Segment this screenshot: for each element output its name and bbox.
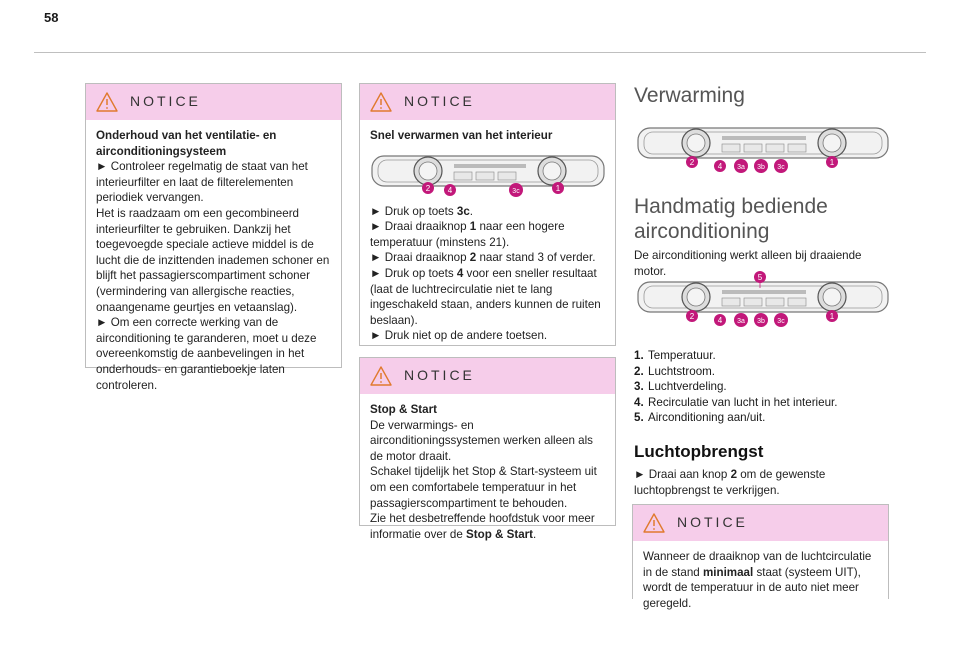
notice-heading: Snel verwarmen van het interieur <box>370 129 553 142</box>
notice-header <box>633 505 888 541</box>
notice-heading: Stop & Start <box>370 403 437 416</box>
header-rule <box>34 52 926 53</box>
list-item: 1. Temperatuur. <box>634 349 716 362</box>
callout-3b: 3b <box>757 164 765 171</box>
list-item: 4. Recirculatie van lucht in het interieur. <box>634 395 838 409</box>
warning-icon <box>370 366 392 386</box>
ac-panel-illustration <box>636 270 890 328</box>
ac-intro: De airconditioning werkt alleen bij draaiende motor. <box>634 249 862 278</box>
callout-1: 1 <box>829 158 835 167</box>
warning-icon <box>370 92 392 112</box>
callout-2: 2 <box>425 183 431 193</box>
notice-min-air <box>632 504 889 610</box>
notice-line: ► Om een correcte werking van de airconditioning te garanderen, moet u deze overeenkomstig de aanbevelingen in het onderhouds- en garantieboekje laten controleren. <box>96 316 317 392</box>
warning-icon <box>643 513 665 533</box>
heating-panel-illustration <box>636 122 890 174</box>
notice-title: NOTICE <box>404 93 475 109</box>
notice-step: ► Druk niet op de andere toetsen. <box>370 329 548 343</box>
notice-stop-start <box>359 357 616 541</box>
notice-line: Het is raadzaam om een gecombineerd interieurfilter te gebruiken. Dankzij het toegevoegde speciale actieve middel is de lucht die de inzittenden inademen schoner en blijft het passagierscompartiment schoner (vermindering van allergische reacties, onaangename geurtjes en vetaanslag). <box>96 206 330 314</box>
page-number: 58 <box>44 10 59 25</box>
notice-step: ► Draai draaiknop 1 naar een hogere temperatuur (minstens 21). <box>370 220 565 249</box>
notice-maintenance <box>85 83 342 392</box>
notice-header <box>360 84 615 120</box>
callout-2: 2 <box>689 312 695 321</box>
notice-line: De verwarmings- en airconditioningssystemen werken alleen als de motor draait. <box>370 418 593 463</box>
heading-manual-ac: Handmatig bediende airconditioning <box>634 195 828 243</box>
list-item: 5. Airconditioning aan/uit. <box>634 411 766 425</box>
notice-title: NOTICE <box>677 514 748 530</box>
callout-3a: 3a <box>737 164 745 171</box>
notice-step: ► Druk op toets 3c. <box>370 204 474 218</box>
callout-4: 4 <box>717 162 723 171</box>
callout-4: 4 <box>447 185 453 195</box>
notice-line: Wanneer de draaiknop van de luchtcirculatie in de stand minimaal staat (systeem UIT), wordt de temperatuur in de auto niet meer geregeld. <box>643 550 872 610</box>
notice-step: ► Draai draaiknop 2 naar stand 3 of verder. <box>370 251 596 265</box>
callout-3c: 3c <box>777 164 785 171</box>
notice-header <box>360 358 615 394</box>
callout-3b: 3b <box>757 318 765 325</box>
notice-heading: Onderhoud van het ventilatie- en airconditioningsysteem <box>96 129 277 158</box>
notice-header <box>86 84 341 120</box>
notice-line: Schakel tijdelijk het Stop & Start-systeem uit om een comfortabele temperatuur in het passagierscompartiment te behouden. <box>370 465 597 510</box>
callout-4: 4 <box>717 316 723 325</box>
callout-3a: 3a <box>737 318 745 325</box>
callout-1: 1 <box>829 312 835 321</box>
heading-heating: Verwarming <box>634 84 745 107</box>
callout-1: 1 <box>555 183 561 193</box>
list-item: 2. Luchtstroom. <box>634 364 716 378</box>
climate-panel-illustration <box>370 150 606 200</box>
notice-line: Zie het desbetreffende hoofdstuk voor meer informatie over de Stop & Start. <box>370 512 595 541</box>
notice-step: ► Druk op toets 4 voor een sneller resultaat (laat de luchtrecirculatie niet te lang ingeschakeld staan, anders kunnen de ruiten beslaan). <box>370 266 601 327</box>
warning-icon <box>96 92 118 112</box>
list-item: 3. Luchtverdeling. <box>634 380 727 394</box>
control-legend-list <box>634 348 837 426</box>
callout-3c: 3c <box>777 318 785 325</box>
callout-5: 5 <box>757 273 763 282</box>
notice-title: NOTICE <box>404 367 475 383</box>
notice-line: ► Controleer regelmatig de staat van het interieurfilter en laat de filterelementen periodiek vervangen. <box>96 160 308 205</box>
notice-fast-heating <box>359 83 616 346</box>
callout-3c: 3c <box>512 187 520 195</box>
heading-air-flow: Luchtopbrengst <box>634 442 764 461</box>
callout-2: 2 <box>689 158 695 167</box>
air-flow-text: ► Draai aan knop 2 om de gewenste luchtopbrengst te verkrijgen. <box>634 468 826 497</box>
notice-title: NOTICE <box>130 93 201 109</box>
